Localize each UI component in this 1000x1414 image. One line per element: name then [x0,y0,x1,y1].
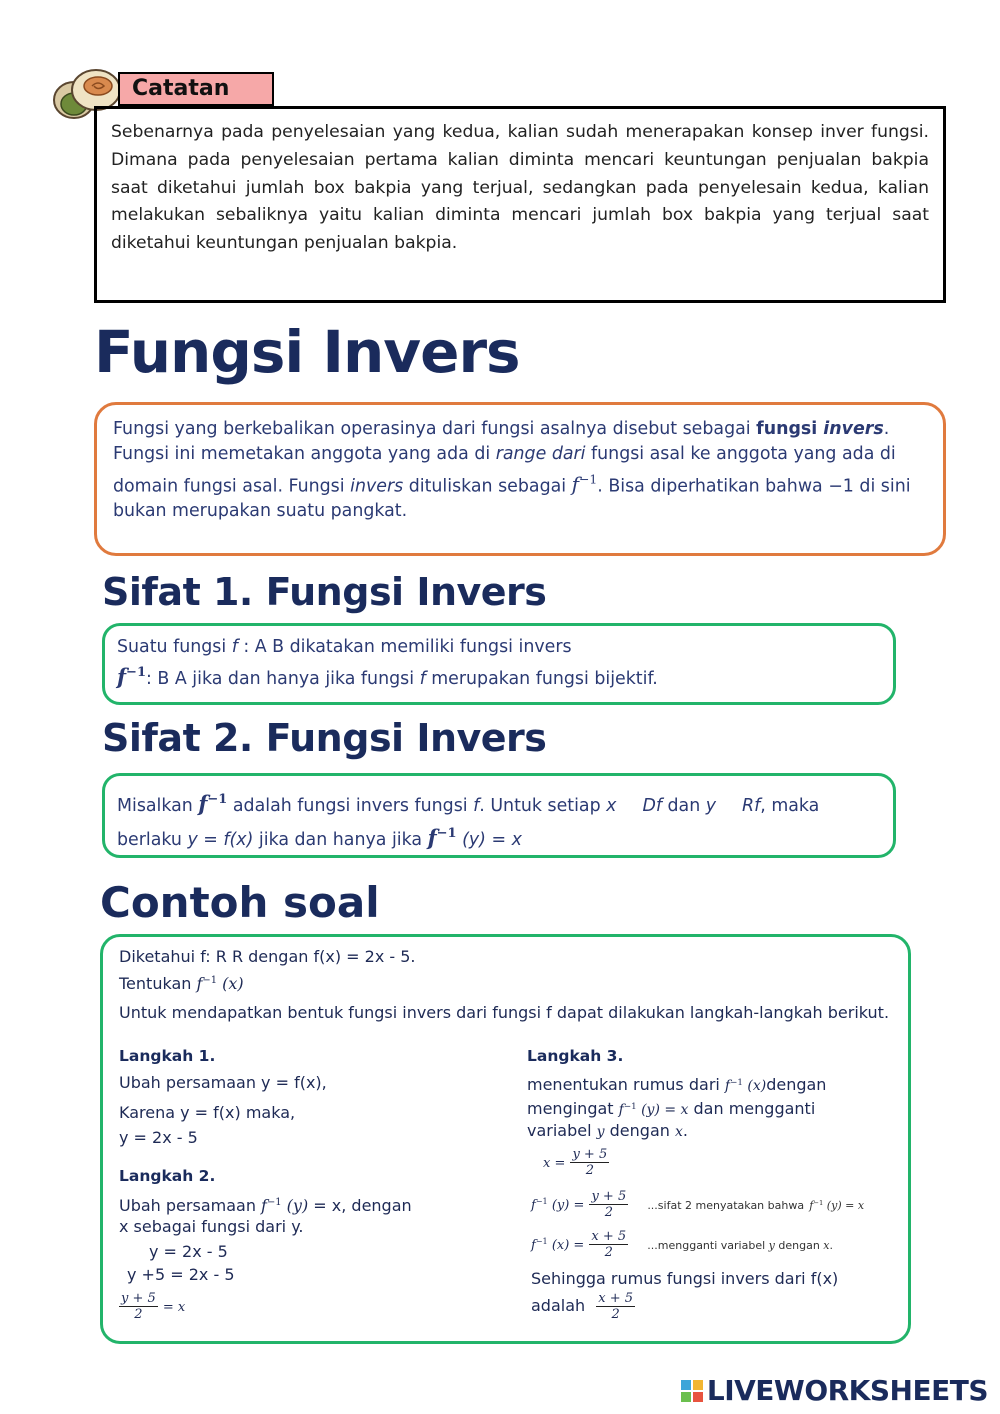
step2-result: $\frac{y + 5}{2}$ = x [121,1291,186,1322]
sifat2-f: f [473,795,480,816]
step1-line2: Karena y = f(x) maka, [119,1103,296,1122]
step3-text-f: dengan [604,1121,675,1140]
definition-italic-2: invers [350,476,404,497]
sifat1-text-b: : A B dikatakan memiliki fungsi invers [237,637,572,657]
contoh-box [100,934,911,1344]
contoh-title: Contoh soal [100,878,380,927]
definition-text-5: . Bisa diperhatikan bahwa −1 di sini bukan merupakan suatu pangkat. [113,476,911,522]
sifat2-box [102,773,896,858]
definition-text-2: . Fungsi ini memetakan anggota yang ada di [113,419,890,464]
step3-text-e: variabel [527,1121,597,1140]
sifat2-title: Sifat 2. Fungsi Invers [102,716,547,760]
sifat2-text-c: . Untuk setiap [479,795,607,816]
sifat1-f: f [231,637,238,657]
catatan-label: Catatan [118,72,274,106]
sifat2-text-e: , maka [760,795,820,816]
step2-line1 [119,1191,412,1218]
sifat2-text-f: berlaku [117,829,188,850]
step3-title: Langkah 3. [527,1047,624,1065]
definition-italic-1: range dari [495,444,586,464]
sifat2-eq: y = f(x) [187,829,254,850]
definition-text-1: Fungsi yang berkebalikan operasinya dari fungsi asalnya disebut sebagai [113,419,757,439]
f-inverse-x: $f^{-1}$ (x) [196,973,244,993]
given: Diketahui f: R R dengan f(x) = 2x - 5. [119,947,416,966]
definition-text-3: fungsi asal ke anggota yang ada di domain fungsi asal. Fungsi [113,444,896,497]
step3-text-c: mengingat [527,1099,619,1119]
catatan-text: Sebenarnya pada penyelesaian yang kedua, kalian sudah menerapakan konsep inver fungsi. Dimana pada penyelesaian pertama kalian diminta mencari keuntungan penjualan bakpia saat diketahui jumlah box bakpia yang terjual, sedangkan pada penyelesain kedua, kalian melakukan sebaliknya yaitu kalian diminta mencari jumlah box bakpia yang terjual saat diketahui keuntungan penjualan bakpia. [111,122,929,254]
sifat2-x: x [606,795,617,816]
task [119,969,244,996]
eq-f-inverse-y: $f^{-1}$ (y) = $\frac{y + 5}{2}$ ...sifat 2 menyatakan bahwa $f^{-1}$ (y) = x [531,1189,865,1220]
conclusion-text: adalah [531,1296,586,1315]
note2-b: dengan [774,1239,824,1252]
eq-x: x = $\frac{y + 5}{2}$ [543,1147,608,1178]
f-inverse-symbol: $f^{-1}$ [198,790,228,816]
sifat1-text-d: merupakan fungsi bijektif. [425,668,658,689]
logo-text: LIVEWORKSHEETS [706,1374,988,1407]
catatan-box [94,106,946,303]
step3-text-b: dengan [766,1075,827,1095]
eq-f-inverse-x: $f^{-1}$ (x) = $\frac{x + 5}{2}$ ...mengganti variabel y dengan x. [531,1229,834,1260]
sifat1-f2: f [419,668,426,689]
step1-line3: y = 2x - 5 [119,1128,198,1147]
step3-text-d: dan mengganti [688,1099,816,1119]
sifat2-text: Misalkan [117,795,199,816]
sifat2-rf: Rf [742,795,761,816]
intro: Untuk mendapatkan bentuk fungsi invers dari fungsi f dapat dilakukan langkah-langkah berikut. [119,1003,890,1022]
step3-line3: variabel y dengan x. [527,1121,688,1140]
step1-line1: Ubah persamaan y = f(x), [119,1073,327,1092]
definition-text-4: dituliskan sebagai [403,476,572,497]
step2-text: Ubah persamaan [119,1195,262,1215]
sifat1-text-c: : B A jika dan hanya jika fungsi [146,668,420,689]
definition-bold: fungsi [756,419,824,439]
sifat2-text-h: (y) = x [456,829,522,850]
logo-blocks-icon [681,1376,703,1409]
definition-bold-italic: invers [823,419,884,439]
note1: ...sifat 2 menyatakan bahwa [647,1199,805,1212]
f-inverse-y: $f^{-1}$ (y) [261,1195,309,1215]
task-text: Tentukan [119,973,197,993]
step2-text-b: = x, dengan [308,1195,412,1215]
step3-text: menentukan rumus dari [527,1075,725,1095]
liveworksheets-logo [681,1374,988,1409]
f-inverse-symbol: $f^{-1}$ [117,663,147,689]
sifat2-y: y [705,795,717,816]
sifat2-text-d: dan [661,795,706,816]
definition-box [94,402,946,556]
conclusion-line1: Sehingga rumus fungsi invers dari f(x) [531,1269,839,1288]
f-inverse-eq: $f^{-1}$ (y) = x [618,1102,689,1119]
note2: ...mengganti variabel [647,1239,769,1252]
f-inverse-symbol: $f^{-1}$ [571,472,598,497]
page-title: Fungsi Invers [94,318,520,386]
sifat1-title: Sifat 1. Fungsi Invers [102,570,547,614]
sifat2-text-b: adalah fungsi invers fungsi [227,795,474,816]
step2-line4: y +5 = 2x - 5 [127,1265,235,1284]
sifat2-text-g: jika dan hanya jika [253,829,428,850]
step1-title: Langkah 1. [119,1047,216,1065]
step2-line2: x sebagai fungsi dari y. [119,1217,304,1236]
fraction: $\frac{y + 5}{2}$ [121,1291,156,1322]
sifat1-box [102,623,896,705]
f-inverse-symbol: $f^{-1}$ [427,824,457,850]
f-inverse-x: $f^{-1}$ (x) [724,1078,767,1095]
sifat2-df: Df [642,795,662,816]
step2-title: Langkah 2. [119,1167,216,1185]
conclusion-line2: adalah $\frac{x + 5}{2}$ [531,1291,634,1322]
step2-line3: y = 2x - 5 [149,1242,228,1261]
sifat1-text: Suatu fungsi [117,637,232,657]
